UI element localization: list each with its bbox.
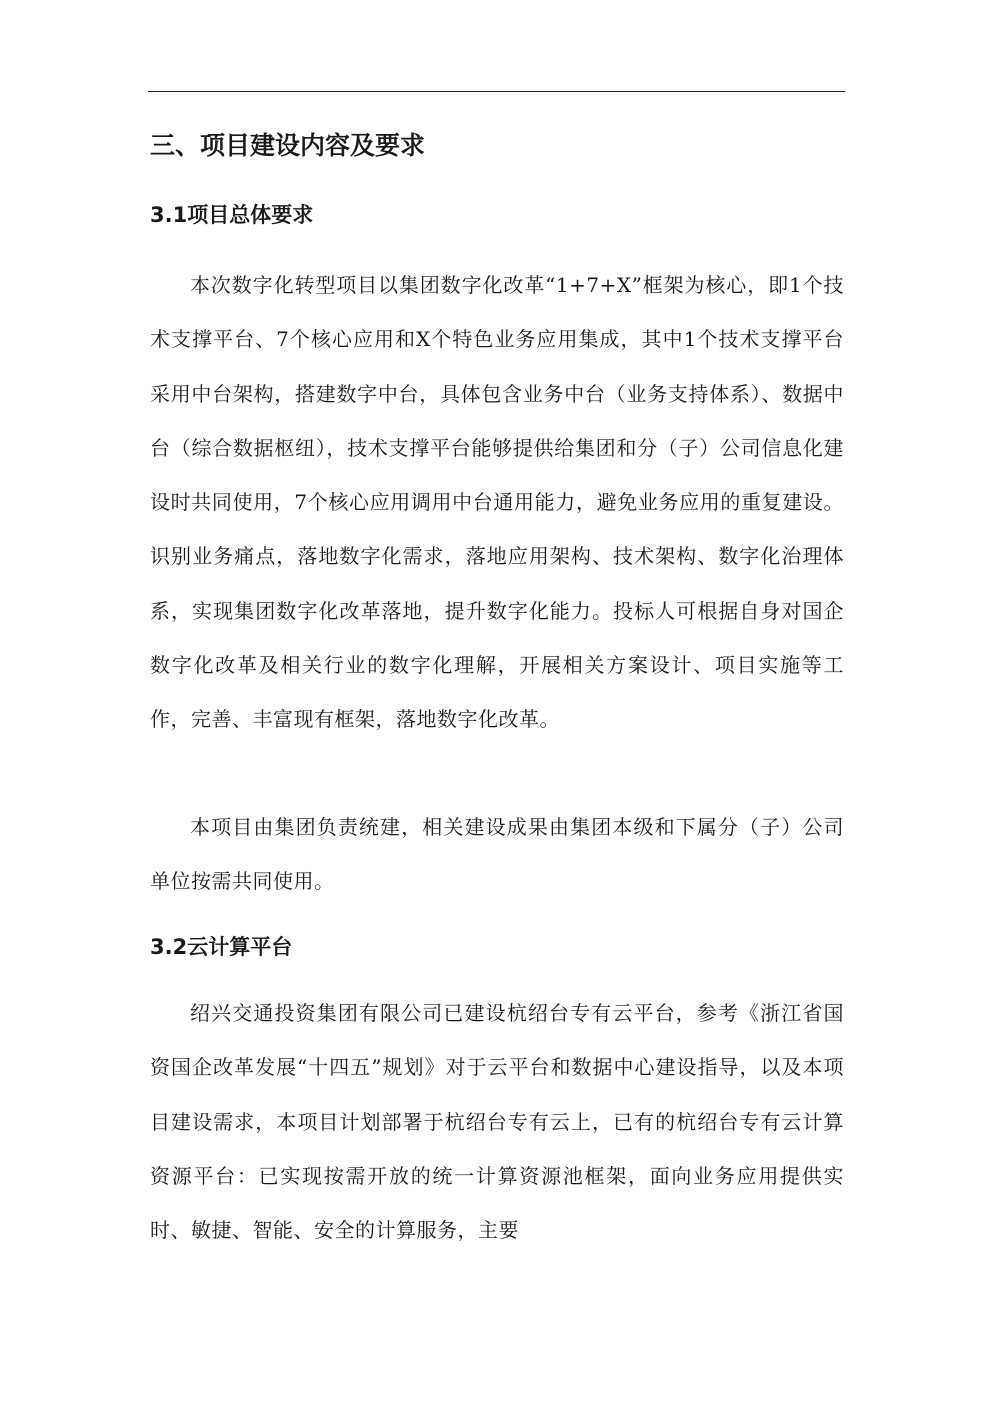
subsection-title-3-2: 3.2云计算平台 xyxy=(150,935,293,959)
paragraph-cloud-platform: 绍兴交通投资集团有限公司已建设杭绍台专有云平台，参考《浙江省国资国企改革发展“十四五”规划》对于云平台和数据中心建设指导，以及本项目建设需求，本项目计划部署于杭绍台专有云上，已有的杭绍台专有云计算资源平台：已实现按需开放的统一计算资源池框架，面向业务应用提供实时、敏捷、智能、安全的计算服务，主要 xyxy=(150,1001,844,1243)
section-title: 三、项目建设内容及要求 xyxy=(150,131,426,160)
subsection-title-3-1: 3.1项目总体要求 xyxy=(150,203,314,227)
header-rule xyxy=(148,91,845,92)
paragraph-overall-requirements: 本次数字化转型项目以集团数字化改革“1+7+X”框架为核心，即1个技术支撑平台、7个核心应用和X个特色业务应用集成，其中1个技术支撑平台采用中台架构，搭建数字中台，具体包含业务中台（业务支持体系）、数据中台（综合数据枢纽），技术支撑平台能够提供给集团和分（子）公司信息化建设时共同使用，7个核心应用调用中台通用能力，避免业务应用的重复建设。识别业务痛点，落地数字化需求，落地应用架构、技术架构、数字化治理体系，实现集团数字化改革落地，提升数字化能力。投标人可根据自身对国企数字化改革及相关行业的数字化理解，开展相关方案设计、项目实施等工作，完善、丰富现有框架，落地数字化改革。 xyxy=(150,273,844,732)
paragraph-shared-use: 本项目由集团负责统建，相关建设成果由集团本级和下属分（子）公司单位按需共同使用。 xyxy=(150,815,844,894)
